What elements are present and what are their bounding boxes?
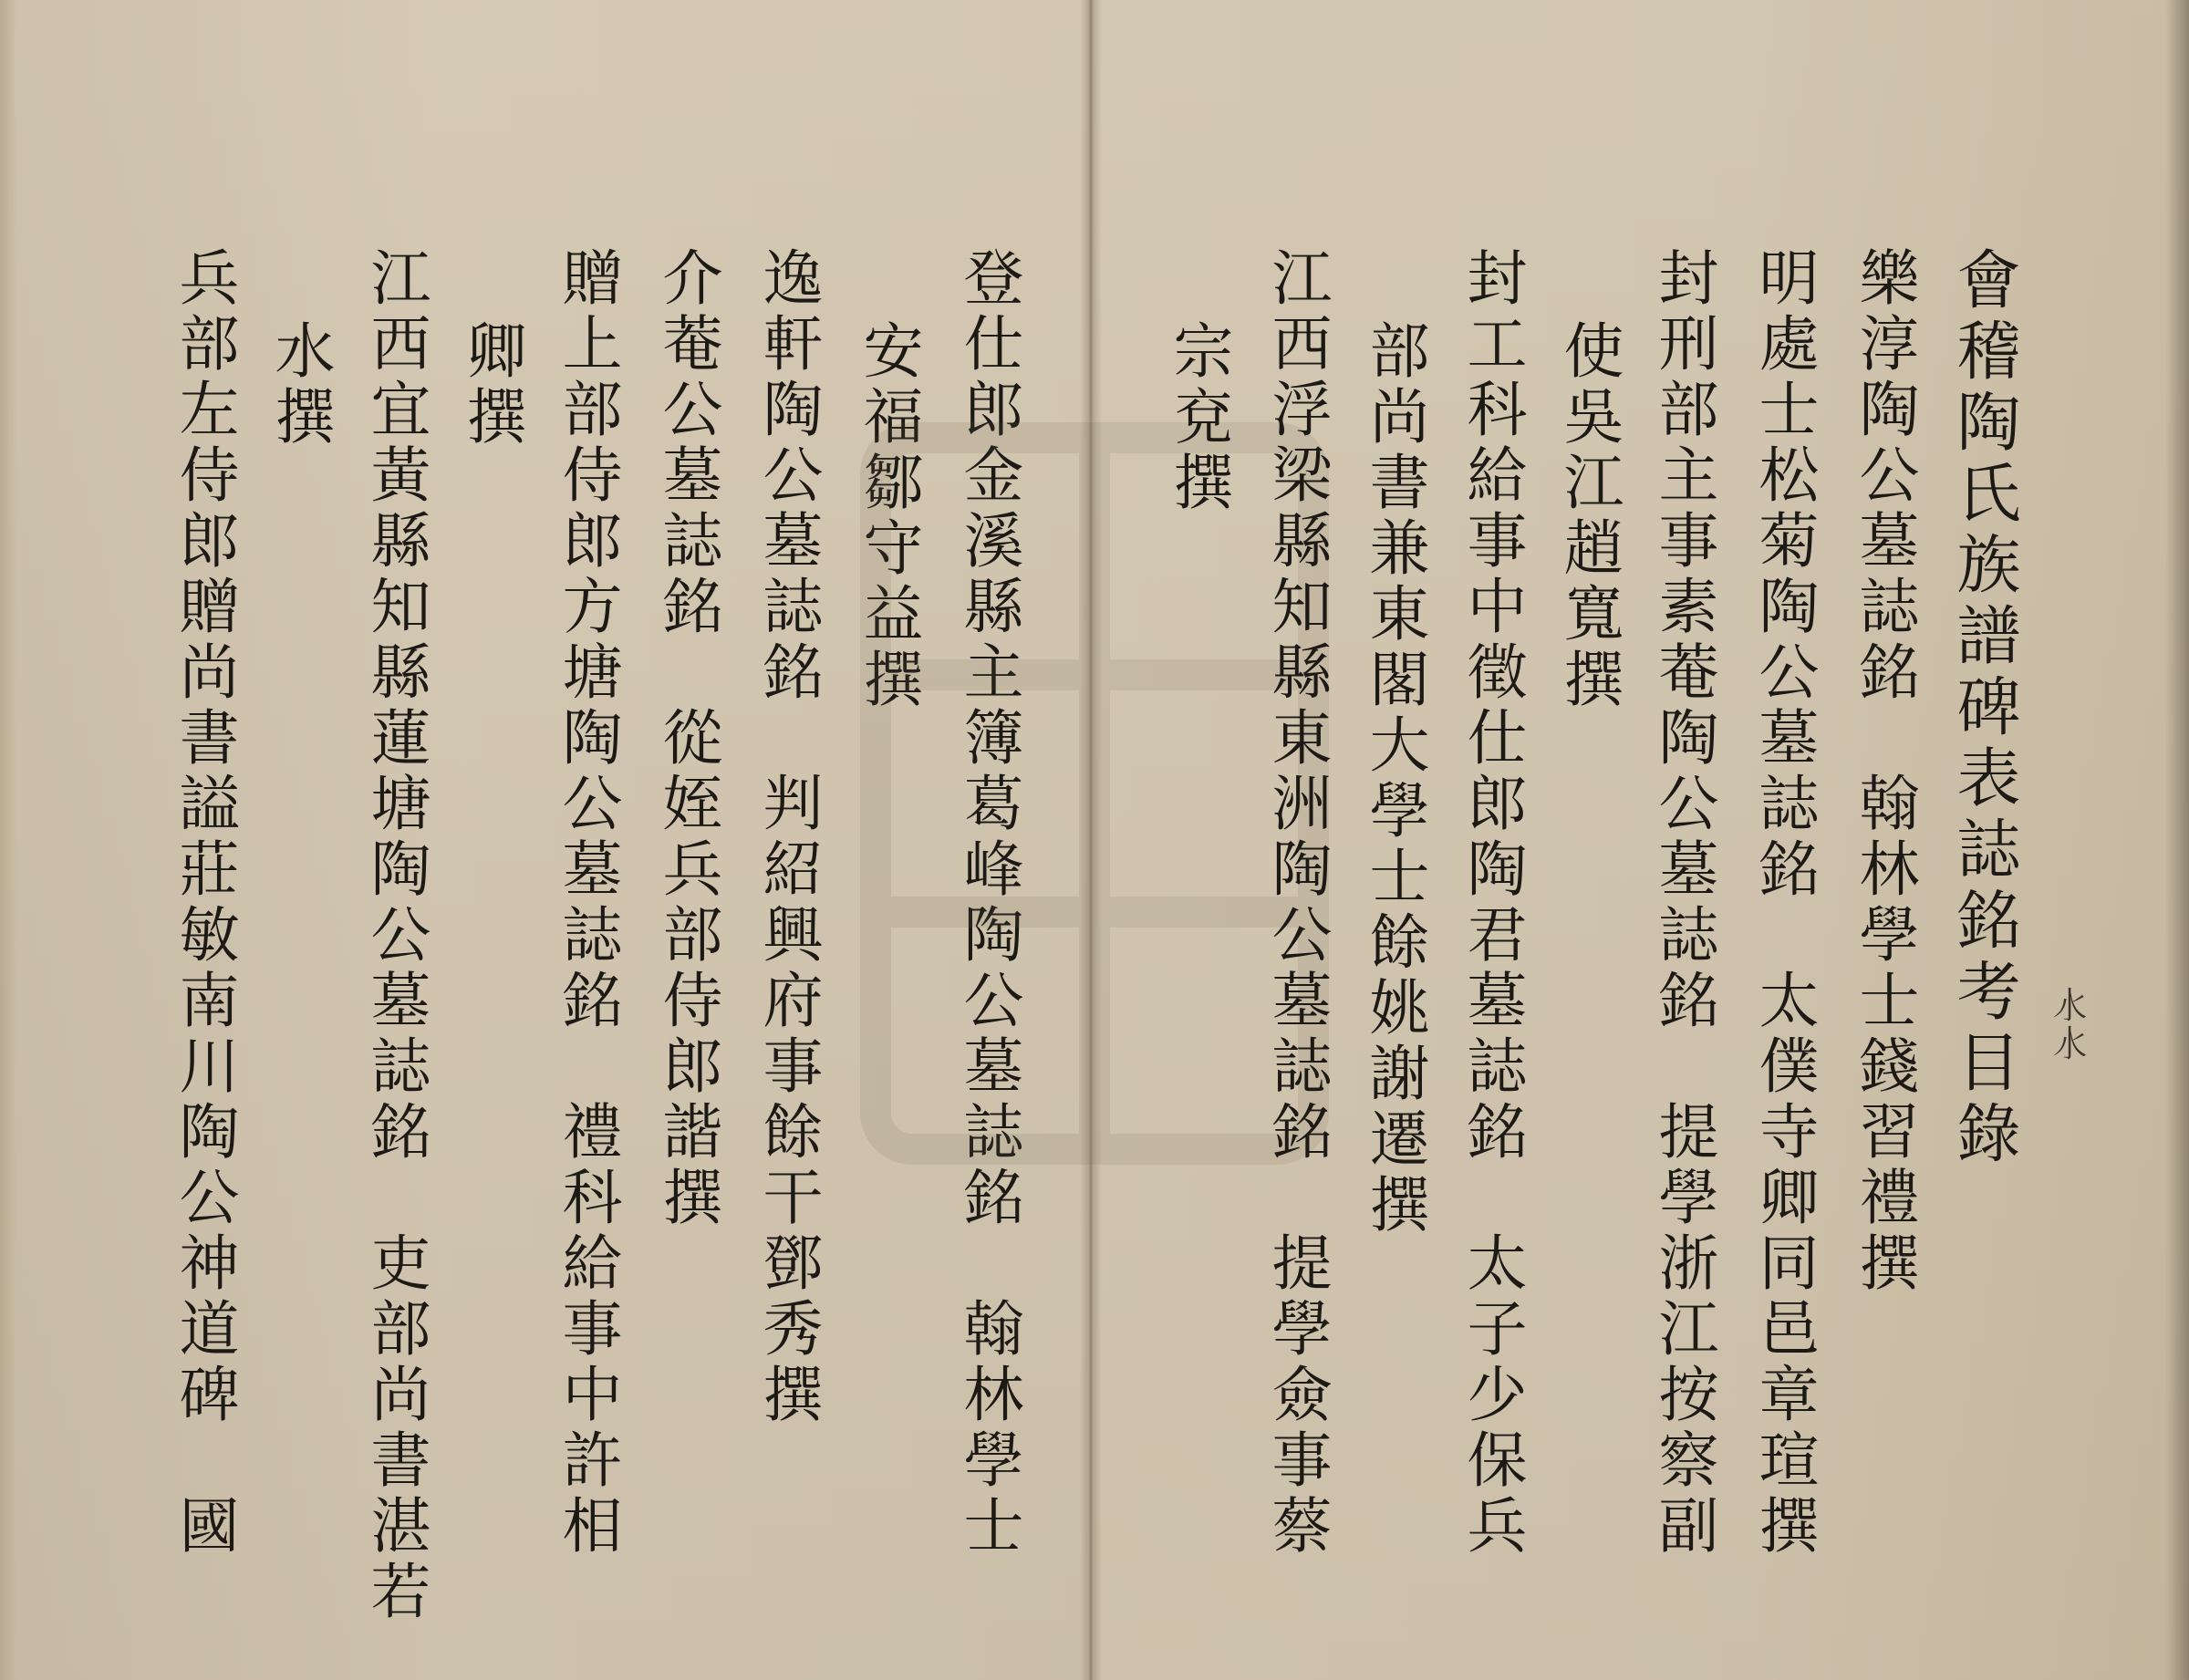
toc-column-8: 宗兗撰 [1163, 319, 1233, 516]
entry-column-7: 江西宜黃縣知縣蓮塘陶公墓誌銘 吏部尚書湛若 [360, 246, 431, 1625]
entry-column-6: 卿撰 [456, 319, 526, 451]
toc-column-7: 江西浮梁縣知縣東洲陶公墓誌銘 提學僉事蔡 [1261, 246, 1332, 1560]
entry-column-1: 登仕郎金溪縣主簿葛峰陶公墓誌銘 翰林學士 [953, 246, 1023, 1560]
entry-column-4: 介菴公墓誌銘 從姪兵部侍郎諧撰 [652, 246, 722, 1231]
toc-column-4: 使吳江趙寬撰 [1553, 319, 1624, 713]
entry-column-5: 贈上部侍郎方塘陶公墓誌銘 禮科給事中許相 [552, 246, 622, 1560]
toc-column-5: 封工科給事中徵仕郎陶君墓誌銘 太子少保兵 [1457, 246, 1527, 1560]
entry-column-8: 水撰 [265, 319, 335, 451]
toc-column-2: 明處士松菊陶公墓誌銘 太僕寺卿同邑章瑄撰 [1748, 246, 1819, 1560]
entry-column-3: 逸軒陶公墓誌銘 判紹興府事餘干鄧秀撰 [752, 246, 823, 1428]
page-title: 會稽陶氏族譜碑表誌銘考目錄 [1946, 246, 2021, 1171]
toc-column-6: 部尚書兼東閣大學士餘姚謝遷撰 [1359, 319, 1429, 1239]
left-page-edge [0, 0, 16, 1680]
entry-column-2: 安福鄒守益撰 [853, 319, 923, 713]
right-page [1094, 0, 2189, 1680]
entry-column-9: 兵部左侍郎贈尚書謚莊敏南川陶公神道碑 國 [169, 246, 239, 1560]
folio-mark: 𣱱𣱱 [2048, 985, 2090, 1062]
toc-column-3: 封刑部主事素菴陶公墓誌銘 提學浙江按察副 [1648, 246, 1718, 1560]
toc-column-1: 樂淳陶公墓誌銘 翰林學士錢習禮撰 [1849, 246, 1919, 1297]
right-page-edge [2165, 0, 2189, 1680]
